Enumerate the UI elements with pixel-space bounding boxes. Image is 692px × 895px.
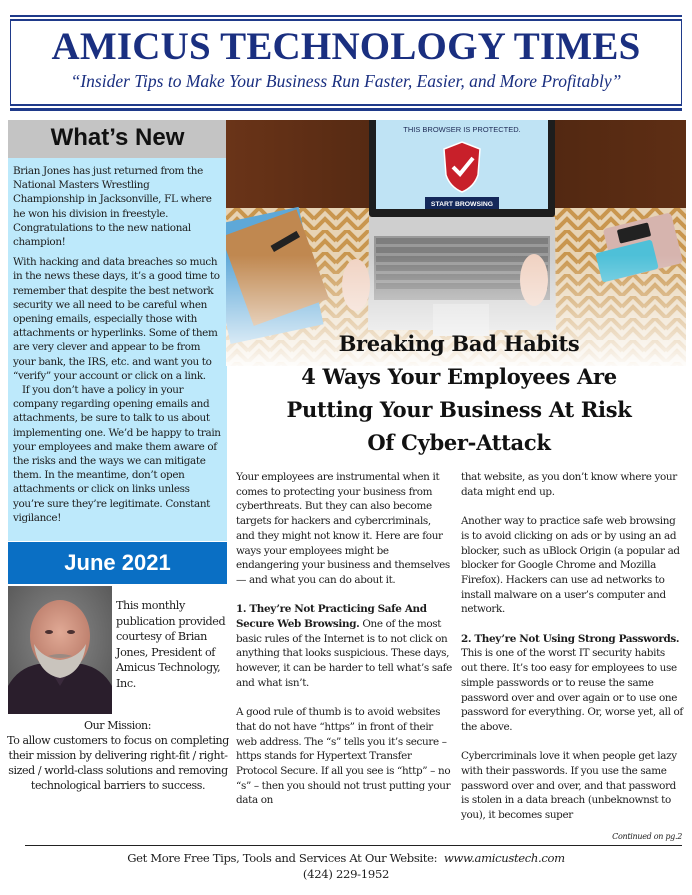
article-headline bbox=[226, 327, 692, 459]
continued-note: Continued on pg.2 bbox=[612, 832, 682, 841]
point-1-heading: 1. They’re Not Practicing Safe And Secure Web Browsing. bbox=[236, 603, 427, 631]
article-column-1 bbox=[236, 470, 452, 823]
whats-new-paragraph: Brian Jones has just returned from the National Masters Wrestling Championship in Jacksonville, FL where he won his division in freestyle. Congratulations to the new national champion! bbox=[13, 165, 212, 249]
whats-new-header bbox=[8, 120, 227, 158]
point-2-heading: 2. They’re Not Using Strong Passwords. bbox=[461, 632, 680, 645]
headline-line: Of Cyber-Attack bbox=[367, 430, 551, 455]
article-paragraph: that website, as you don’t know where your data might end up. bbox=[461, 471, 677, 498]
website-link[interactable]: www.amicustech.com bbox=[443, 851, 565, 865]
portrait-image bbox=[8, 586, 112, 714]
issue-month-header bbox=[8, 542, 227, 584]
courtesy-text: This monthly publication provided courtesy of Brian Jones, President of Amicus Technology, Inc. bbox=[116, 599, 226, 690]
footer-cta-text: Get More Free Tips, Tools and Services At Our Website: bbox=[127, 851, 444, 865]
president-photo bbox=[8, 586, 112, 714]
masthead-rule-bottom-inner bbox=[10, 104, 682, 106]
whats-new-paragraph: If you don’t have a policy in your company regarding opening emails and attachments, be sure to talk to us about implementing one. We’d be happy to train your employees and make them aware of the risks and the ways we can mitigate them. In the meantime, don’t open attachments or click on links unless you’re sure they’re legitimate. Constant vigilance! bbox=[13, 384, 221, 524]
footer-cta bbox=[0, 851, 692, 865]
point-1-body: One of the most basic rules of the Internet is to not click on anything that looks suspicious. These days, however, it can be harder to tell what’s safe and what isn’t. bbox=[236, 618, 452, 689]
footer-phone: (424) 229-1952 bbox=[302, 867, 390, 881]
masthead bbox=[10, 15, 682, 111]
headline-line: 4 Ways Your Employees Are bbox=[301, 364, 617, 389]
headline-line: Breaking Bad Habits bbox=[338, 331, 580, 356]
whats-new-panel bbox=[8, 158, 227, 541]
mission-label: Our Mission: bbox=[83, 719, 152, 732]
footer-divider bbox=[25, 845, 682, 846]
whats-new-paragraph: With hacking and data breaches so much in the news these days, it’s a good time to remember that despite the best network security we all need to be careful when opening emails, especially those with attachments or hyperlinks. Some of them are very clever and appear to be from your bank, the IRS, etc. and want you to “verify” your account or click on a link. bbox=[13, 256, 220, 382]
masthead-rule-bottom bbox=[10, 108, 682, 111]
newsletter-tagline: “Insider Tips to Make Your Business Run Faster, Easier, and More Profitably” bbox=[70, 71, 622, 91]
issue-month: June 2021 bbox=[64, 550, 171, 575]
article-point-2 bbox=[461, 632, 683, 735]
article-paragraph: Another way to practice safe web browsing is to avoid clicking on ads or by using an ad blocker, such as uBlock Origin (a popular ad blocker for Google Chrome and Mozilla Firefox). Hackers can use ad networks to install malware on a user’s computer and network. bbox=[461, 515, 680, 616]
whats-new-title: What’s New bbox=[50, 124, 185, 151]
headline-line: Putting Your Business At Risk bbox=[286, 397, 632, 422]
article-paragraph: Cybercriminals love it when people get lazy with their passwords. If you use the same password over and over, and that password is stolen in a data breach (unbeknownst to you), it becomes super bbox=[461, 750, 677, 822]
article-point-1 bbox=[236, 602, 452, 690]
masthead-rule-top bbox=[10, 15, 682, 17]
article-column-2 bbox=[461, 470, 683, 838]
point-2-body: This is one of the worst IT security habits out there. It’s too easy for employees to use simple passwords or to reuse the same password over and over again or to use one password for everything. Or, worse yet, all of the above. bbox=[461, 647, 683, 733]
article-intro: Your employees are instrumental when it comes to protecting your business from cyberthreats. But they can also become targets for hackers and cybercriminals, and they might not know it. Here are four ways your employees might be endangering your business and themselves — and what you can do about it. bbox=[236, 471, 450, 586]
newsletter-title: AMICUS TECHNOLOGY TIMES bbox=[51, 25, 641, 68]
article-paragraph: A good rule of thumb is to avoid websites that do not have “https” in front of their web address. The “s” tells you it’s secure – https stands for Hypertext Transfer Protocol Secure. If all you see is “http” – no “s” – then you should not trust putting your data on bbox=[236, 706, 451, 807]
mission-text: To allow customers to focus on completing their mission by delivering right-fit / right-sized / world-class solutions and removing technological barriers to success. bbox=[7, 734, 229, 792]
